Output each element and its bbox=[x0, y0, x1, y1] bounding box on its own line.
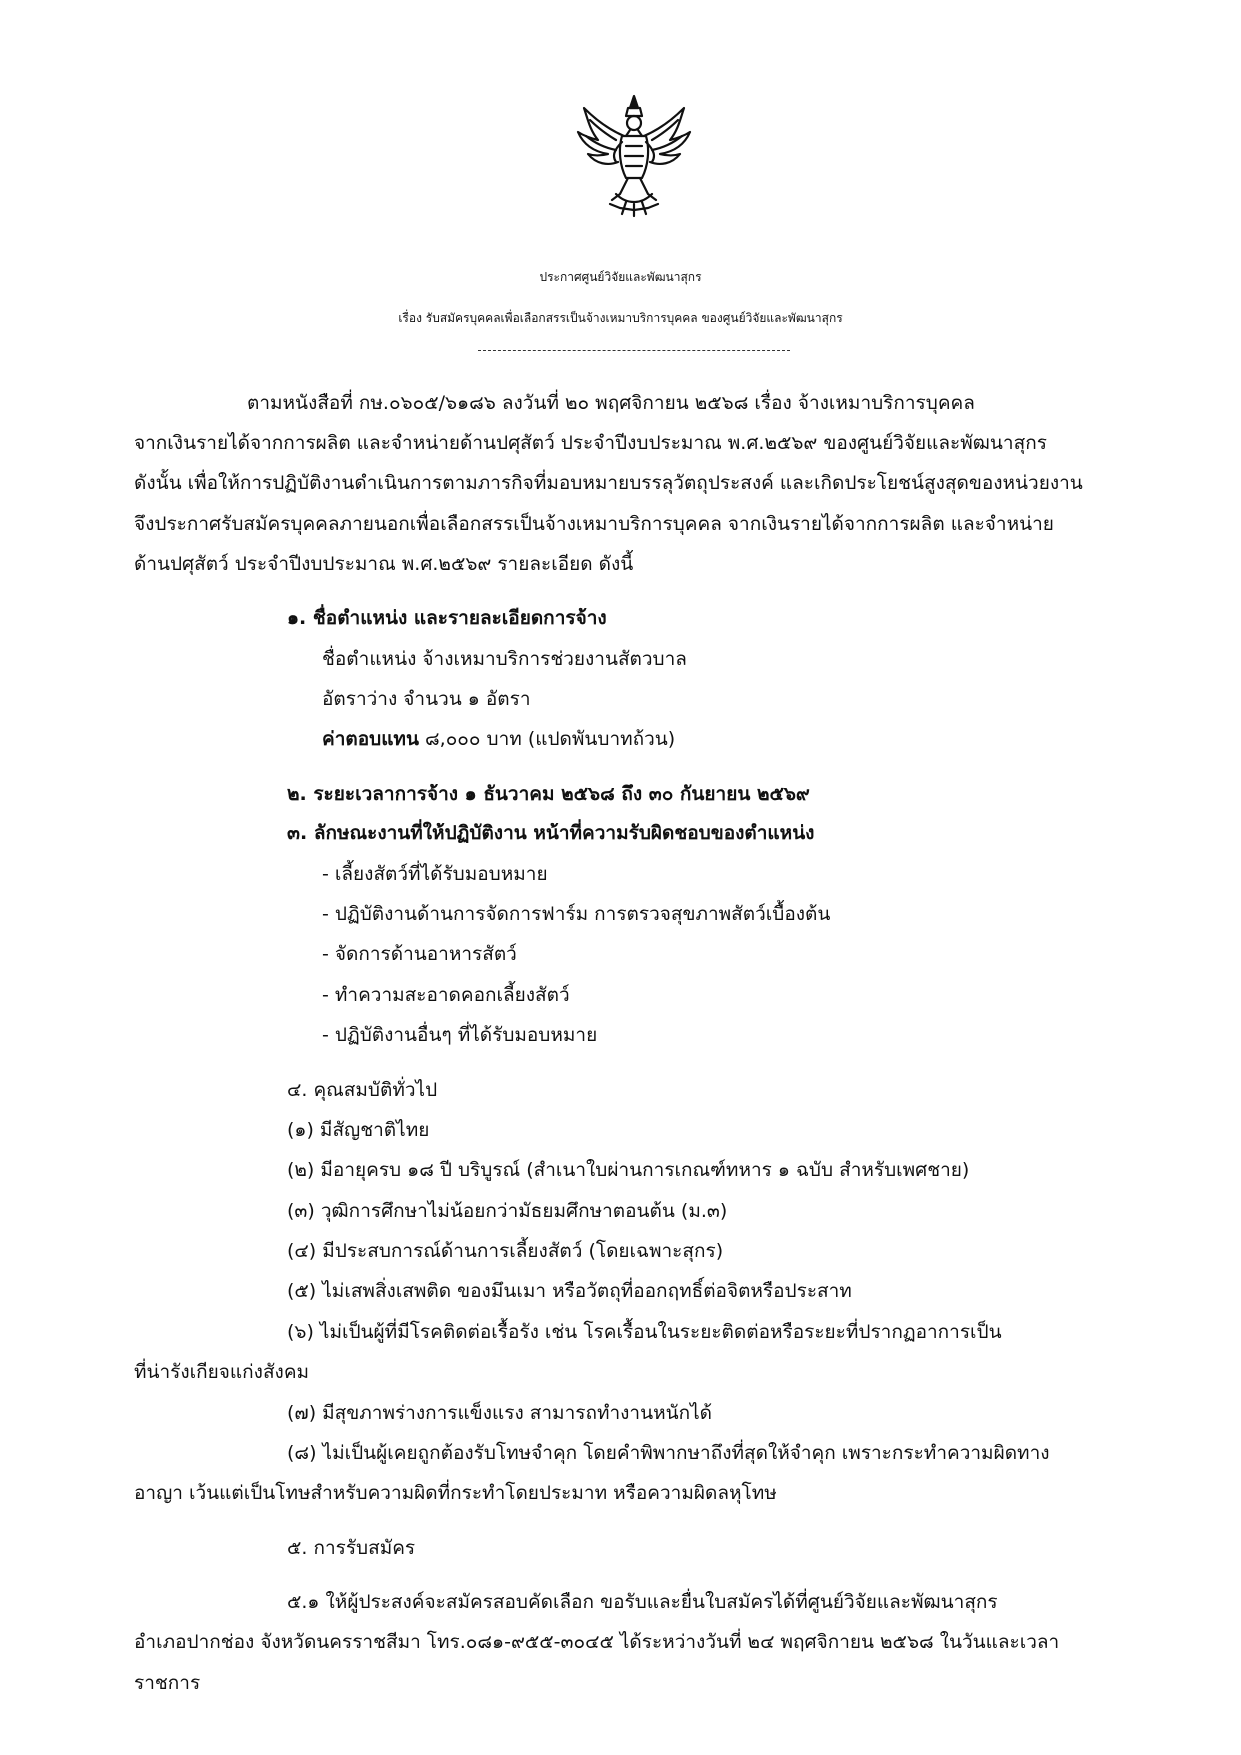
intro-line: จึงประกาศรับสมัครบุคคลภายนอกเพื่อเลือกสรรเป็นจ้างเหมาบริการบุคคล จากเงินรายได้จากการผลิต และจำหน่าย bbox=[134, 513, 1054, 535]
qualification-item: (๘) ไม่เป็นผู้เคยถูกต้องรับโทษจำคุก โดยคำพิพากษาถึงที่สุดให้จำคุก เพราะกระทำความผิดทาง bbox=[287, 1442, 1050, 1464]
vacancy-count: อัตราว่าง จำนวน ๑ อัตรา bbox=[322, 688, 531, 710]
duty-item: - ปฏิบัติงานด้านการจัดการฟาร์ม การตรวจสุขภาพสัตว์เบื้องต้น bbox=[322, 903, 831, 925]
section-heading: ๓. ลักษณะงานที่ให้ปฏิบัติงาน หน้าที่ความรับผิดชอบของตำแหน่ง bbox=[287, 822, 815, 844]
section-heading: ๕. การรับสมัคร bbox=[287, 1537, 416, 1559]
section-employment-period: ๒. ระยะเวลาการจ้าง ๑ ธันวาคม ๒๕๖๘ ถึง ๓๐ กันยายน ๒๕๖๙ bbox=[287, 783, 810, 805]
intro-line: ตามหนังสือที่ กษ.๐๖๐๕/๖๑๘๖ ลงวันที่ ๒๐ พฤศจิกายน ๒๕๖๘ เรื่อง จ้างเหมาบริการบุคคล bbox=[247, 392, 975, 414]
application-line: ๕.๑ ให้ผู้ประสงค์จะสมัครสอบคัดเลือก ขอรับและยื่นใบสมัครได้ที่ศูนย์วิจัยและพัฒนาสุกร bbox=[287, 1591, 998, 1613]
header-divider bbox=[478, 350, 790, 351]
intro-line: ด้านปศุสัตว์ ประจำปีงบประมาณ พ.ศ.๒๕๖๙ รายละเอียด ดังนี้ bbox=[134, 553, 634, 575]
qualification-item: (๖) ไม่เป็นผู้ที่มีโรคติดต่อเรื้อรัง เช่น โรคเรื้อนในระยะติดต่อหรือระยะที่ปรากฏอาการเป็น bbox=[287, 1321, 1002, 1343]
qualification-item: (๒) มีอายุครบ ๑๘ ปี บริบูรณ์ (สำเนาใบผ่านการเกณฑ์ทหาร ๑ ฉบับ สำหรับเพศชาย) bbox=[287, 1159, 970, 1181]
announcement-title: ประกาศศูนย์วิจัยและพัฒนาสุกร bbox=[539, 270, 702, 284]
qualification-item: (๔) มีประสบการณ์ด้านการเลี้ยงสัตว์ (โดยเฉพาะสุกร) bbox=[287, 1240, 724, 1262]
qualification-item: (๗) มีสุขภาพร่างการแข็งแรง สามารถทำงานหนักได้ bbox=[287, 1402, 712, 1424]
announcement-subject: เรื่อง รับสมัครบุคคลเพื่อเลือกสรรเป็นจ้างเหมาบริการบุคคล ของศูนย์วิจัยและพัฒนาสุกร bbox=[398, 311, 843, 325]
qualification-item: (๕) ไม่เสพสิ่งเสพติด ของมึนเมา หรือวัตถุที่ออกฤทธิ์ต่อจิตหรือประสาท bbox=[287, 1280, 852, 1302]
intro-line: ดังนั้น เพื่อให้การปฏิบัติงานดำเนินการตามภารกิจที่มอบหมายบรรลุวัตถุประสงค์ และเกิดประโยชน์สูงสุดของหน่วยงาน bbox=[134, 472, 1083, 494]
compensation-label: ค่าตอบแทน bbox=[322, 728, 419, 750]
section-heading: ๔. คุณสมบัติทั่วไป bbox=[287, 1079, 438, 1101]
position-name: ชื่อตำแหน่ง จ้างเหมาบริการช่วยงานสัตวบาล bbox=[322, 648, 687, 670]
duty-item: - ปฏิบัติงานอื่นๆ ที่ได้รับมอบหมาย bbox=[322, 1024, 598, 1046]
qualification-item: (๓) วุฒิการศึกษาไม่น้อยกว่ามัธยมศึกษาตอนต้น (ม.๓) bbox=[287, 1200, 728, 1222]
application-line: อำเภอปากช่อง จังหวัดนครราชสีมา โทร.๐๘๑-๙๕๕-๓๐๔๕ ได้ระหว่างวันที่ ๒๔ พฤศจิกายน ๒๕๖๘ ในวันและเวลา bbox=[134, 1631, 1060, 1653]
duty-item: - เลี้ยงสัตว์ที่ได้รับมอบหมาย bbox=[322, 863, 548, 885]
compensation-value: ๘,๐๐๐ บาท (แปดพันบาทถ้วน) bbox=[418, 728, 676, 750]
intro-line: จากเงินรายได้จากการผลิต และจำหน่ายด้านปศุสัตว์ ประจำปีงบประมาณ พ.ศ.๒๕๖๙ ของศูนย์วิจัยและพัฒนาสุกร bbox=[134, 432, 1047, 454]
application-line: ราชการ bbox=[134, 1672, 201, 1694]
qualification-item-continued: อาญา เว้นแต่เป็นโทษสำหรับความผิดที่กระทำโดยประมาท หรือความผิดลหุโทษ bbox=[134, 1482, 777, 1504]
garuda-emblem-icon bbox=[570, 90, 698, 218]
compensation bbox=[322, 726, 675, 752]
qualification-item: (๑) มีสัญชาติไทย bbox=[287, 1119, 430, 1141]
duty-item: - จัดการด้านอาหารสัตว์ bbox=[322, 943, 517, 965]
section-heading: ๑. ชื่อตำแหน่ง และรายละเอียดการจ้าง bbox=[287, 607, 607, 629]
duty-item: - ทำความสะอาดคอกเลี้ยงสัตว์ bbox=[322, 984, 570, 1006]
qualification-item-continued: ที่น่ารังเกียจแก่งสังคม bbox=[134, 1361, 310, 1383]
